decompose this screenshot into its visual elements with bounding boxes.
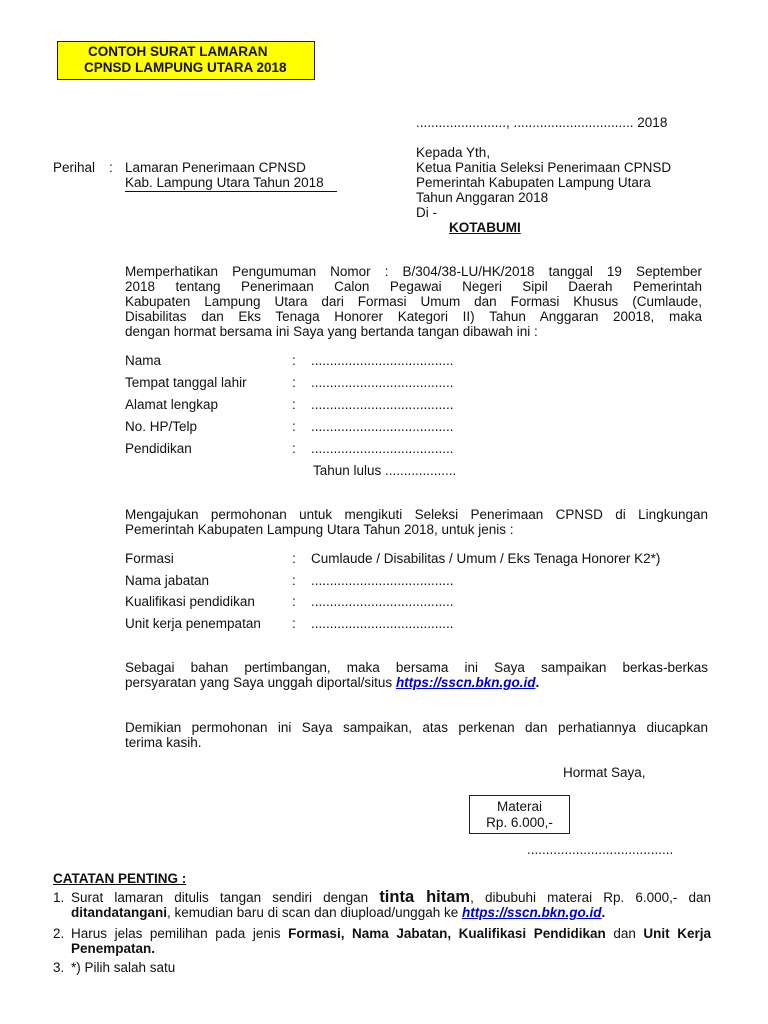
field-label: Pendidikan xyxy=(125,441,192,456)
note-1-text-a: Surat lamaran ditulis tangan sendiri dengan xyxy=(71,890,380,905)
consider-line-1: Sebagai bahan pertimbangan, maka bersama ini Saya sampaikan berkas-berkas xyxy=(125,660,708,675)
field-colon: : xyxy=(292,616,296,631)
perihal-label: Perihal xyxy=(53,160,96,175)
field-colon: : xyxy=(292,573,296,588)
field-value: Cumlaude / Disabilitas / Umum / Eks Tenaga Honorer K2*) xyxy=(311,551,661,566)
note-2 xyxy=(53,926,711,958)
field-value: ...................................... xyxy=(311,573,454,588)
field-colon: : xyxy=(292,441,296,456)
field-value: ...................................... xyxy=(311,594,454,609)
note-1-period: . xyxy=(601,905,606,920)
field-colon: : xyxy=(292,594,296,609)
recipient-line-2: Ketua Panitia Seleksi Penerimaan CPNSD xyxy=(416,160,672,175)
field-colon: : xyxy=(292,397,296,412)
note-2-emphasis-penempatan: Penempatan. xyxy=(71,941,156,956)
field-label: Tempat tanggal lahir xyxy=(125,375,247,390)
title-line-1: CONTOH SURAT LAMARAN xyxy=(88,44,268,59)
note-1-emphasis-ttd: ditandatangani xyxy=(71,905,168,920)
field-value: ...................................... xyxy=(311,353,454,368)
note-2-emphasis-unit: Unit Kerja xyxy=(643,926,711,941)
closing-line-1: Demikian permohonan ini Saya sampaikan, atas perkenan dan perhatiannya diucapkan xyxy=(125,720,708,735)
note-1 xyxy=(53,890,711,924)
title-line-2: CPNSD LAMPUNG UTARA 2018 xyxy=(84,60,287,75)
document-title-box xyxy=(57,41,315,80)
recipient-city: KOTABUMI xyxy=(449,220,521,235)
consider-line-2 xyxy=(125,675,539,690)
note-text: *) Pilih salah satu xyxy=(71,960,176,975)
intro-line-1: Memperhatikan Pengumuman Nomor : B/304/38-LU/HK/2018 tanggal 19 September xyxy=(125,264,702,279)
date-line: ........................, ................................ 2018 xyxy=(416,115,668,130)
field-label: Alamat lengkap xyxy=(125,397,219,412)
materai-box xyxy=(469,795,570,834)
field-label: Kualifikasi pendidikan xyxy=(125,594,255,609)
perihal-line-2: Kab. Lampung Utara Tahun 2018 xyxy=(125,175,337,192)
field-value: ...................................... xyxy=(311,441,454,456)
notes-title: CATATAN PENTING : xyxy=(53,871,187,886)
note-2-text-c: dan xyxy=(605,926,644,941)
hormat-saya: Hormat Saya, xyxy=(563,765,646,780)
recipient-line-4: Tahun Anggaran 2018 xyxy=(416,190,549,205)
intro-line-4: Disabilitas dan Eks Tenaga Honorer Kategori II) Tahun Anggaran 20018, maka xyxy=(125,309,702,324)
recipient-line-5: Di - xyxy=(416,205,437,220)
note-number: 1. xyxy=(53,890,65,905)
intro-line-2: 2018 tentang Penerimaan Calon Pegawai Negeri Sipil Daerah Pemerintah xyxy=(125,279,702,294)
sscn-link[interactable]: https://sscn.bkn.go.id xyxy=(395,675,536,690)
field-colon: : xyxy=(292,419,296,434)
request-line-1: Mengajukan permohonan untuk mengikuti Seleksi Penerimaan CPNSD di Lingkungan xyxy=(125,507,708,522)
consider-text: persyaratan yang Saya unggah diportal/situs xyxy=(125,675,396,690)
note-2-emphasis-fields: Formasi, Nama Jabatan, Kualifikasi Pendidikan xyxy=(288,926,606,941)
note-number: 2. xyxy=(53,926,65,941)
note-1-emphasis-tinta: tinta hitam xyxy=(379,888,471,906)
recipient-greeting: Kepada Yth, xyxy=(416,145,491,160)
field-value: ...................................... xyxy=(311,616,454,631)
note-1-link[interactable]: https://sscn.bkn.go.id xyxy=(461,905,602,920)
intro-line-3: Kabupaten Lampung Utara dari Formasi Umum dan Formasi Khusus (Cumlaude, xyxy=(125,294,702,309)
field-label: Unit kerja penempatan xyxy=(125,616,261,631)
closing-line-2: terima kasih. xyxy=(125,735,202,750)
materai-label: Materai xyxy=(496,799,542,814)
tahun-lulus: Tahun lulus ................... xyxy=(313,463,457,478)
field-colon: : xyxy=(292,375,296,390)
perihal-colon: : xyxy=(109,160,113,175)
field-label: No. HP/Telp xyxy=(125,419,198,434)
field-label: Nama jabatan xyxy=(125,573,210,588)
field-label: Formasi xyxy=(125,551,174,566)
intro-line-5: dengan hormat bersama ini Saya yang bertanda tangan dibawah ini : xyxy=(125,324,538,339)
field-colon: : xyxy=(292,353,296,368)
note-number: 3. xyxy=(53,960,65,975)
note-1-text-c: , dibubuhi materai Rp. 6.000,- dan xyxy=(470,890,711,905)
recipient-line-3: Pemerintah Kabupaten Lampung Utara xyxy=(416,175,651,190)
signature-dots: ....................................... xyxy=(527,842,674,857)
consider-period: . xyxy=(535,675,540,690)
note-1-text-e: , kemudian baru di scan dan diupload/unggah ke xyxy=(167,905,462,920)
field-colon: : xyxy=(292,551,296,566)
perihal-line-1: Lamaran Penerimaan CPNSD xyxy=(125,160,306,175)
materai-value: Rp. 6.000,- xyxy=(486,815,553,830)
note-text xyxy=(71,926,711,956)
note-text xyxy=(71,890,711,920)
field-value: ...................................... xyxy=(311,375,454,390)
note-3 xyxy=(53,960,711,976)
field-value: ...................................... xyxy=(311,419,454,434)
field-value: ...................................... xyxy=(311,397,454,412)
request-line-2: Pemerintah Kabupaten Lampung Utara Tahun 2018, untuk jenis : xyxy=(125,522,514,537)
note-2-text-a: Harus jelas pemilihan pada jenis xyxy=(71,926,289,941)
field-label: Nama xyxy=(125,353,162,368)
